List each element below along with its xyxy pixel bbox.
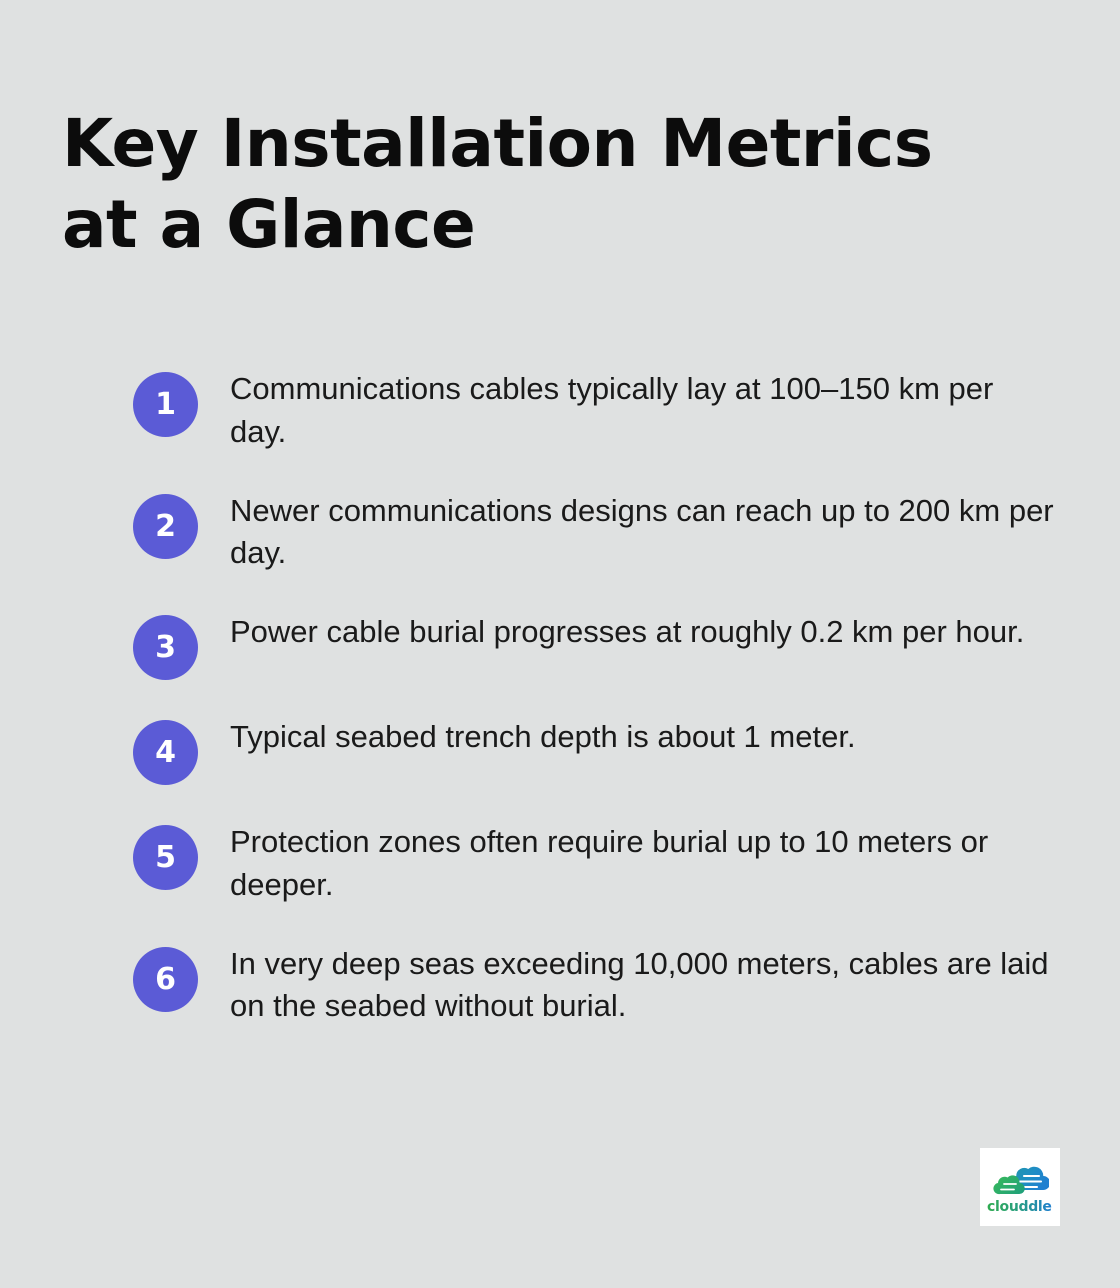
metric-text: Protection zones often require burial up to 10 meters or deeper.	[230, 824, 989, 902]
list-item	[133, 607, 1063, 680]
metric-text: Typical seabed trench depth is about 1 meter.	[230, 719, 856, 755]
list-item	[133, 817, 1063, 907]
metrics-list	[133, 364, 1063, 1028]
brand-wordmark	[987, 1198, 1053, 1215]
metric-text: Newer communications designs can reach up to 200 km per day.	[230, 492, 1054, 571]
metric-text: In very deep seas exceeding 10,000 meters, cables are laid on the seabed without burial.	[230, 945, 1049, 1024]
metric-number-badge: 2	[133, 494, 198, 559]
brand-logo-card	[980, 1148, 1060, 1226]
two-clouds-icon	[991, 1159, 1049, 1197]
brand-wordmark-text: clouddle	[987, 1199, 1052, 1215]
metric-number-badge: 1	[133, 372, 198, 437]
metric-text: Power cable burial progresses at roughly 0.2 km per hour.	[230, 614, 1025, 650]
list-item	[133, 364, 1063, 454]
title-block	[62, 104, 992, 265]
list-item	[133, 712, 1063, 785]
metric-number-badge: 5	[133, 825, 198, 890]
metric-number-badge: 3	[133, 615, 198, 680]
metric-number-badge: 4	[133, 720, 198, 785]
metric-number-badge: 6	[133, 947, 198, 1012]
page-title: Key Installation Metrics at a Glance	[62, 105, 933, 263]
list-item	[133, 486, 1063, 576]
list-item	[133, 939, 1063, 1029]
metric-text: Communications cables typically lay at 100–150 km per day.	[230, 371, 994, 449]
